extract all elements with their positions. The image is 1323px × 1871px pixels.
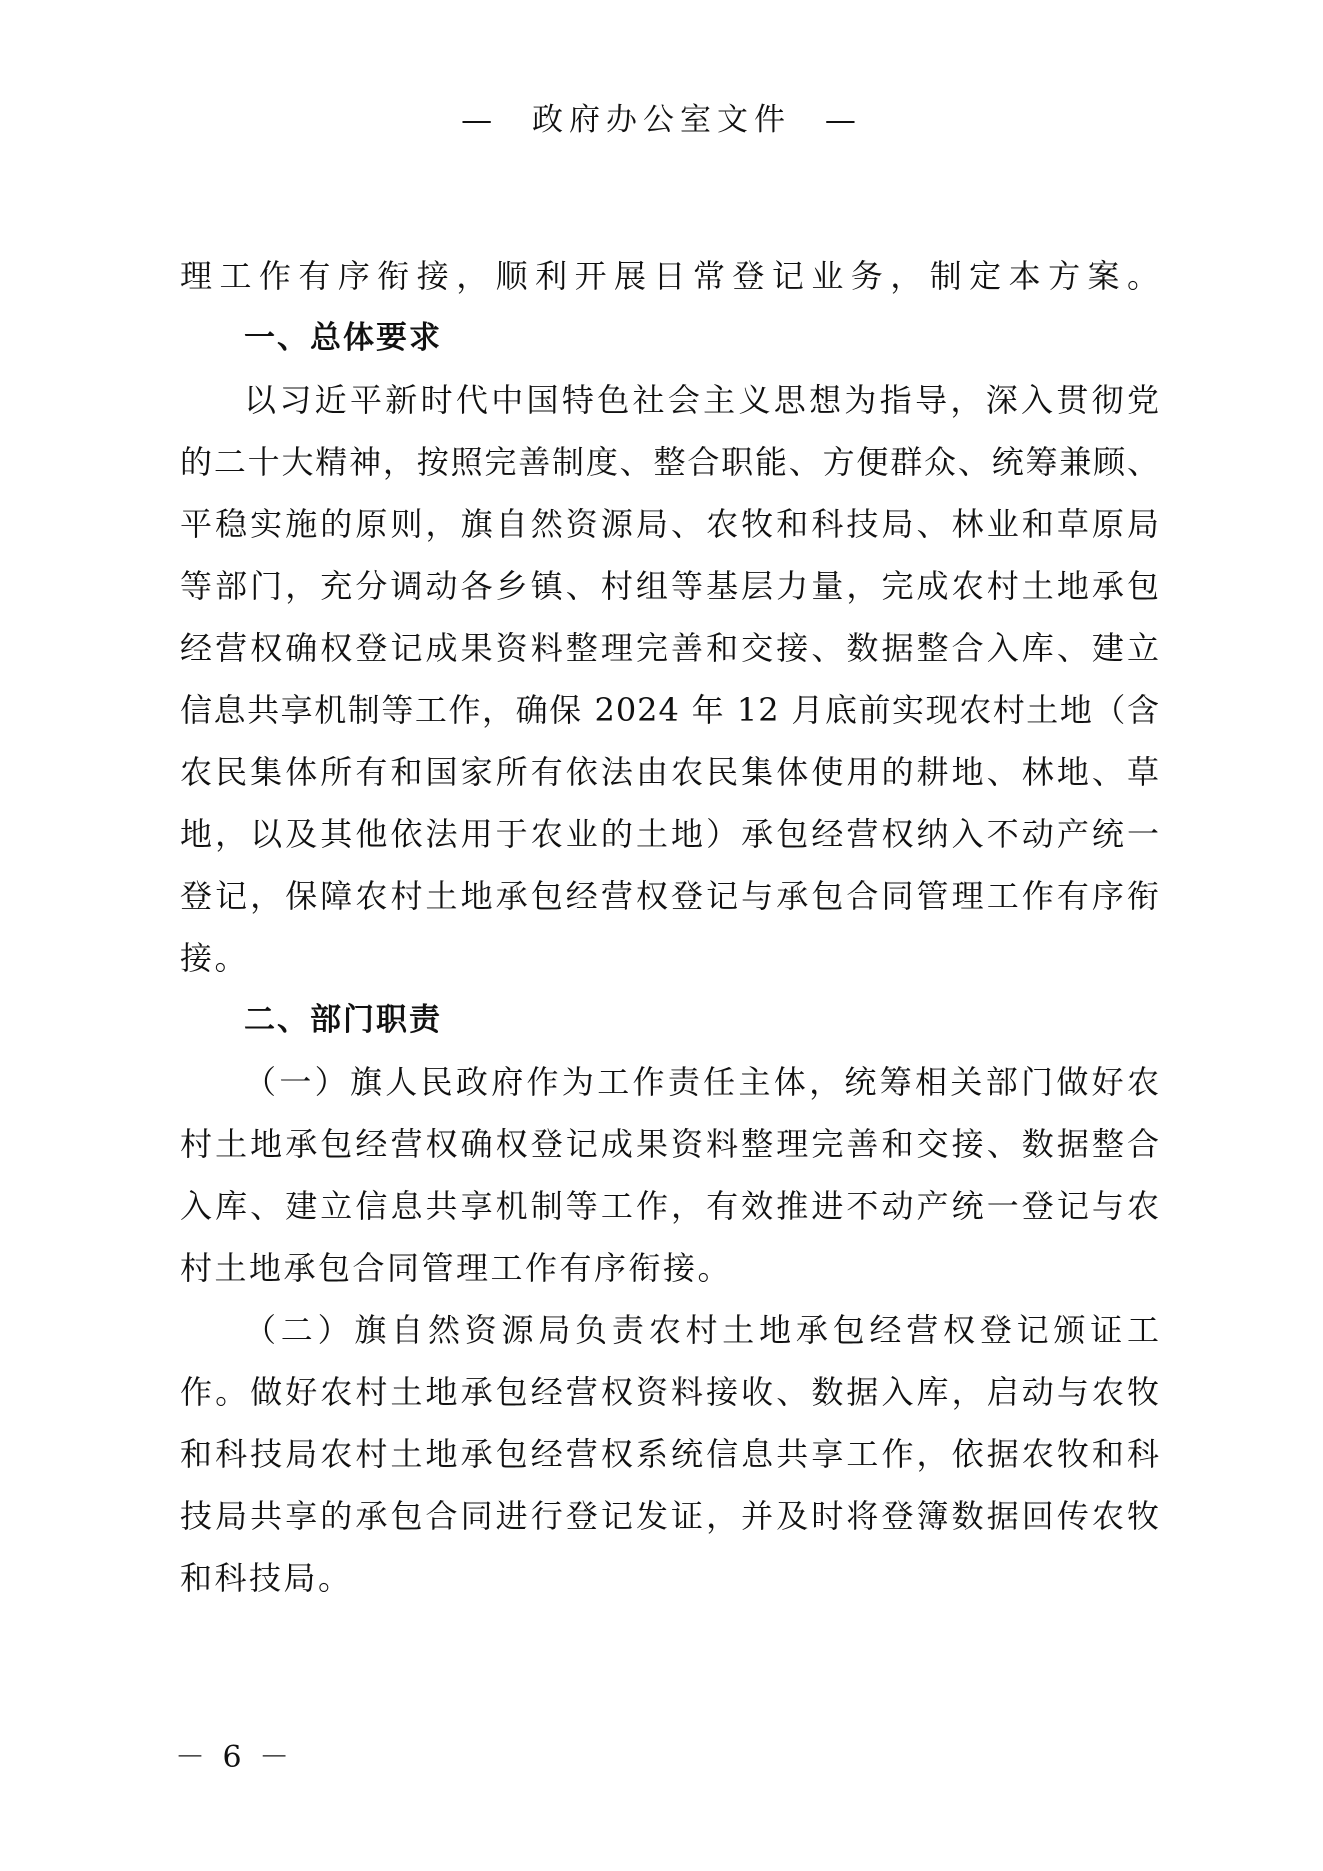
paragraph-line: 技局共享的承包合同进行登记发证，并及时将登簿数据回传农牧 [180, 1497, 1160, 1535]
paragraph-line: 作。做好农村土地承包经营权资料接收、数据入库，启动与农牧 [180, 1373, 1160, 1411]
paragraph-line: 平稳实施的原则，旗自然资源局、农牧和科技局、林业和草原局 [180, 505, 1160, 543]
document-header [0, 100, 1323, 140]
header-title: 政府办公室文件 [532, 102, 791, 138]
paragraph-line: 经营权确权登记成果资料整理完善和交接、数据整合入库、建立 [180, 629, 1160, 667]
paragraph-line: 和科技局。 [180, 1559, 353, 1597]
paragraph-line: 入库、建立信息共享机制等工作，有效推进不动产统一登记与农 [180, 1187, 1160, 1225]
paragraph-line: 以习近平新时代中国特色社会主义思想为指导，深入贯彻党 [244, 381, 1160, 419]
paragraph-line: 接。 [180, 939, 250, 977]
duty-item-2 [180, 1299, 1160, 1609]
duty-item-1 [180, 1051, 1160, 1299]
paragraph-line: 的二十大精神，按照完善制度、整合职能、方便群众、统筹兼顾、 [180, 443, 1160, 481]
paragraph-line: 信息共享机制等工作，确保 2024 年 12 月底前实现农村土地（含 [180, 691, 1160, 729]
paragraph-line: 农民集体所有和国家所有依法由农民集体使用的耕地、林地、草 [180, 753, 1160, 791]
paragraph-line: （二）旗自然资源局负责农村土地承包经营权登记颁证工 [244, 1311, 1160, 1349]
paragraph-line: 地，以及其他依法用于农业的土地）承包经营权纳入不动产统一 [180, 815, 1160, 853]
paragraph-line: 和科技局农村土地承包经营权系统信息共享工作，依据农牧和科 [180, 1435, 1160, 1473]
header-dash-left: — [461, 102, 499, 138]
paragraph-line: 村土地承包经营权确权登记成果资料整理完善和交接、数据整合 [180, 1125, 1160, 1163]
header-dash-right: — [824, 102, 862, 138]
document-body [180, 245, 1160, 1609]
page-number: － 6 － [175, 1740, 294, 1775]
paragraph-line: 等部门，充分调动各乡镇、村组等基层力量，完成农村土地承包 [180, 567, 1160, 605]
paragraph-line: 登记，保障农村土地承包经营权登记与承包合同管理工作有序衔 [180, 877, 1160, 915]
section-heading-department-duties: 二、部门职责 [244, 1002, 442, 1038]
paragraph-line: （一）旗人民政府作为工作责任主体，统筹相关部门做好农 [244, 1063, 1160, 1101]
section1-paragraph [180, 369, 1160, 989]
intro-line: 理工作有序衔接，顺利开展日常登记业务，制定本方案。 [180, 257, 1160, 295]
paragraph-line: 村土地承包合同管理工作有序衔接。 [180, 1249, 733, 1287]
section-heading-overall-requirements: 一、总体要求 [244, 320, 442, 356]
